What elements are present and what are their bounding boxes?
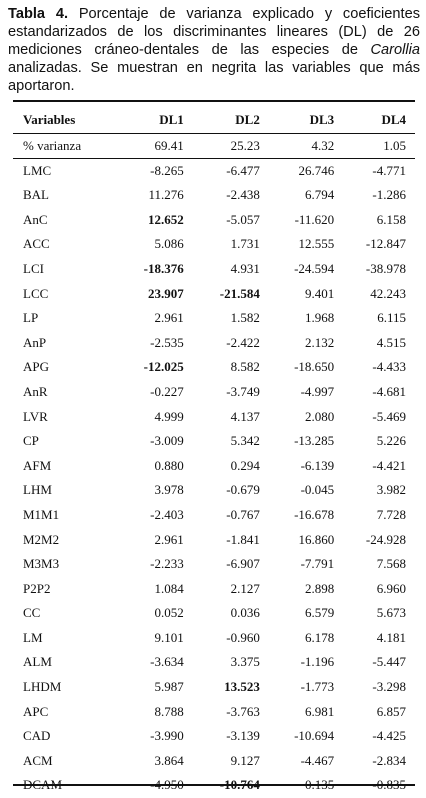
variable-name-cell: LHM (23, 482, 52, 498)
coefficient-cell: 2.898 (304, 580, 335, 596)
table-row (13, 478, 415, 503)
coefficient-cell: 3.375 (230, 654, 260, 670)
table-row (13, 700, 415, 725)
coefficient-cell: 2.127 (230, 580, 260, 596)
coefficient-cell: -18.376 (143, 260, 184, 276)
coefficient-cell: -2.403 (150, 506, 184, 522)
coefficient-cell: -13.285 (294, 433, 335, 449)
coefficient-cell: 3.982 (376, 482, 406, 498)
coefficient-cell: 5.086 (154, 236, 184, 252)
caption-text-part2: analizadas. Se muestran en negrita las variables que más aportaron. (8, 60, 420, 94)
header-row (13, 106, 415, 134)
table-row (13, 675, 415, 700)
variable-name-cell: M1M1 (23, 506, 60, 522)
coefficient-cell: 5.342 (230, 433, 260, 449)
coefficient-cell: 23.907 (148, 285, 184, 301)
coefficient-cell: 9.401 (304, 285, 335, 301)
table-row (13, 503, 415, 528)
coefficient-cell: 3.978 (154, 482, 184, 498)
table-row (13, 159, 415, 184)
coefficient-cell: -16.678 (294, 506, 335, 522)
table-row (13, 749, 415, 774)
coefficient-cell: 6.158 (376, 211, 406, 227)
coefficient-cell: -4.950 (150, 777, 184, 793)
coefficient-cell: -10.694 (294, 728, 335, 744)
coefficient-cell: -21.584 (219, 285, 260, 301)
coefficient-cell: 6.960 (376, 580, 406, 596)
header-dl1: DL1 (159, 112, 184, 127)
coefficient-cell: 0.880 (154, 457, 184, 473)
coefficient-cell: -1.286 (372, 187, 406, 203)
coefficient-cell: 7.728 (376, 506, 406, 522)
coefficient-cell: -5.447 (372, 654, 406, 670)
coefficient-cell: -5.057 (226, 211, 260, 227)
coefficient-cell: -3.139 (226, 728, 260, 744)
coefficient-cell: -11.620 (294, 211, 335, 227)
coefficient-cell: -24.594 (294, 260, 335, 276)
table-row (13, 331, 415, 356)
coefficient-cell: 2.080 (304, 408, 335, 424)
table-row (13, 454, 415, 479)
coefficient-cell: -6.139 (300, 457, 335, 473)
coefficient-cell: -12.025 (143, 359, 184, 375)
coefficient-cell: -0.835 (372, 777, 406, 793)
coefficient-cell: 11.276 (148, 187, 184, 203)
coefficient-cell: -1.196 (300, 654, 335, 670)
table-row (13, 650, 415, 675)
coefficient-cell: -4.421 (372, 457, 406, 473)
coefficient-cell: 4.931 (230, 260, 260, 276)
coefficient-cell: -4.997 (300, 383, 335, 399)
coefficient-cell: -0.767 (226, 506, 260, 522)
coefficient-cell: 0.052 (154, 605, 184, 621)
coefficient-cell: 26.746 (298, 162, 335, 178)
variable-name-cell: APG (23, 359, 50, 375)
variable-name-cell: AnR (23, 383, 48, 399)
variance-label: % varianza (23, 138, 82, 153)
coefficient-cell: 2.961 (154, 310, 184, 326)
header-dl4: DL4 (381, 112, 406, 127)
variable-name-cell: M2M2 (23, 531, 60, 547)
header-dl2: DL2 (235, 112, 260, 127)
coefficient-cell: 6.857 (376, 703, 406, 719)
coefficient-cell: -6.907 (226, 556, 260, 572)
coefficient-cell: 5.987 (154, 679, 184, 695)
coefficient-cell: 0.036 (230, 605, 260, 621)
coefficient-cell: 42.243 (370, 285, 406, 301)
coefficient-cell: 2.132 (304, 334, 335, 350)
coefficient-cell: -3.298 (372, 679, 406, 695)
coefficient-cell: 2.961 (154, 531, 184, 547)
coefficient-cell: -8.265 (150, 162, 184, 178)
coefficient-cell: 0.294 (230, 457, 260, 473)
coefficient-cell: 6.794 (304, 187, 335, 203)
coefficient-cell: -0.045 (300, 482, 335, 498)
caption-text-part1: Porcentaje de varianza explicado y coeficientes estandarizados de los discriminantes lineares (DL) de 26 mediciones cráneo-dentales de las especies de (8, 6, 421, 58)
top-rule (13, 100, 415, 102)
coefficient-cell: -2.422 (226, 334, 260, 350)
table-row (13, 208, 415, 233)
coefficient-cell: 6.981 (304, 703, 335, 719)
variable-name-cell: LM (23, 629, 43, 645)
variable-name-cell: P2P2 (23, 580, 51, 596)
variable-name-cell: AnP (23, 334, 47, 350)
variable-name-cell: LCC (23, 285, 49, 301)
table-row (13, 528, 415, 553)
coefficient-cell: 13.523 (224, 679, 260, 695)
coefficient-cell: -12.847 (365, 236, 406, 252)
variable-name-cell: DCAM (23, 777, 63, 793)
coefficient-cell: -2.438 (226, 187, 260, 203)
table-caption (8, 5, 420, 95)
variable-name-cell: ACC (23, 236, 50, 252)
variable-name-cell: ALM (23, 654, 52, 670)
coefficient-cell: -5.469 (372, 408, 406, 424)
coefficient-cell: 1.968 (304, 310, 335, 326)
coefficient-cell: -10.764 (219, 777, 260, 793)
variance-dl1: 69.41 (154, 138, 184, 153)
variable-name-cell: LCI (23, 260, 44, 276)
variable-name-cell: BAL (23, 187, 49, 203)
coefficient-cell: 16.860 (298, 531, 335, 547)
variable-name-cell: LP (23, 310, 39, 326)
variance-dl4: 1.05 (383, 138, 406, 153)
table-row (13, 626, 415, 651)
table-row (13, 405, 415, 430)
caption-label: Tabla 4. (8, 6, 69, 22)
coefficient-cell: -0.227 (150, 383, 184, 399)
coefficient-cell: 7.568 (376, 556, 406, 572)
coefficient-cell: -4.681 (372, 383, 406, 399)
variable-name-cell: CP (23, 433, 39, 449)
coefficient-cell: 0.135 (304, 777, 335, 793)
coefficient-cell: 4.181 (376, 629, 406, 645)
coefficient-cell: -2.233 (150, 556, 184, 572)
variable-name-cell: LHDM (23, 679, 62, 695)
coefficient-cell: 5.673 (376, 605, 406, 621)
table-row (13, 429, 415, 454)
coefficient-cell: 1.731 (230, 236, 260, 252)
coefficient-cell: 12.555 (298, 236, 335, 252)
coefficient-cell: -4.771 (372, 162, 406, 178)
table-row (13, 380, 415, 405)
coefficient-cell: -3.990 (150, 728, 184, 744)
coefficient-cell: 12.652 (148, 211, 184, 227)
coefficient-cell: -38.978 (365, 260, 406, 276)
coefficient-cell: -0.679 (226, 482, 260, 498)
coefficient-cell: -4.425 (372, 728, 406, 744)
table-row (13, 552, 415, 577)
variance-table (13, 106, 415, 798)
coefficient-cell: -1.841 (226, 531, 260, 547)
table-row (13, 257, 415, 282)
coefficient-cell: 3.864 (154, 752, 184, 768)
coefficient-cell: 1.084 (154, 580, 184, 596)
coefficient-cell: -2.834 (372, 752, 406, 768)
coefficient-cell: 6.579 (304, 605, 335, 621)
variable-name-cell: CC (23, 605, 41, 621)
table-row (13, 232, 415, 257)
table-row (13, 724, 415, 749)
coefficient-cell: 9.127 (230, 752, 260, 768)
header-dl3: DL3 (309, 112, 335, 127)
coefficient-cell: -3.749 (226, 383, 260, 399)
variable-name-cell: ACM (23, 752, 53, 768)
coefficient-cell: -6.477 (226, 162, 260, 178)
coefficient-cell: 1.582 (230, 310, 260, 326)
coefficient-cell: 4.999 (154, 408, 184, 424)
table-row (13, 282, 415, 307)
variance-row (13, 134, 415, 159)
table-row (13, 601, 415, 626)
variable-name-cell: LMC (23, 162, 52, 178)
coefficient-cell: -4.433 (372, 359, 406, 375)
header-variables: Variables (23, 112, 76, 127)
variable-name-cell: AnC (23, 211, 48, 227)
coefficient-cell: -24.928 (365, 531, 406, 547)
coefficient-cell: 8.788 (154, 703, 184, 719)
coefficient-cell: 9.101 (154, 629, 184, 645)
variable-name-cell: AFM (23, 457, 52, 473)
variable-name-cell: LVR (23, 408, 48, 424)
variable-name-cell: APC (23, 703, 49, 719)
variable-name-cell: M3M3 (23, 556, 60, 572)
variance-dl2: 25.23 (230, 138, 260, 153)
coefficient-cell: -1.773 (300, 679, 335, 695)
table-row (13, 183, 415, 208)
coefficient-cell: -2.535 (150, 334, 184, 350)
coefficient-cell: -3.763 (226, 703, 260, 719)
coefficient-cell: 6.115 (377, 310, 406, 326)
variable-name-cell: CAD (23, 728, 51, 744)
coefficient-cell: -0.960 (226, 629, 260, 645)
table-row (13, 355, 415, 380)
caption-genus: Carollia (370, 42, 420, 58)
table-row (13, 773, 415, 798)
table-row (13, 577, 415, 602)
coefficient-cell: -7.791 (300, 556, 335, 572)
coefficient-cell: -4.467 (300, 752, 335, 768)
coefficient-cell: -3.634 (150, 654, 184, 670)
coefficient-cell: 6.178 (304, 629, 335, 645)
coefficient-cell: 5.226 (376, 433, 406, 449)
coefficient-cell: -3.009 (150, 433, 184, 449)
coefficient-cell: 4.137 (230, 408, 260, 424)
coefficient-cell: 4.515 (376, 334, 406, 350)
coefficient-cell: -18.650 (294, 359, 335, 375)
variance-dl3: 4.32 (311, 138, 335, 153)
coefficient-cell: 8.582 (230, 359, 260, 375)
table-row (13, 306, 415, 331)
